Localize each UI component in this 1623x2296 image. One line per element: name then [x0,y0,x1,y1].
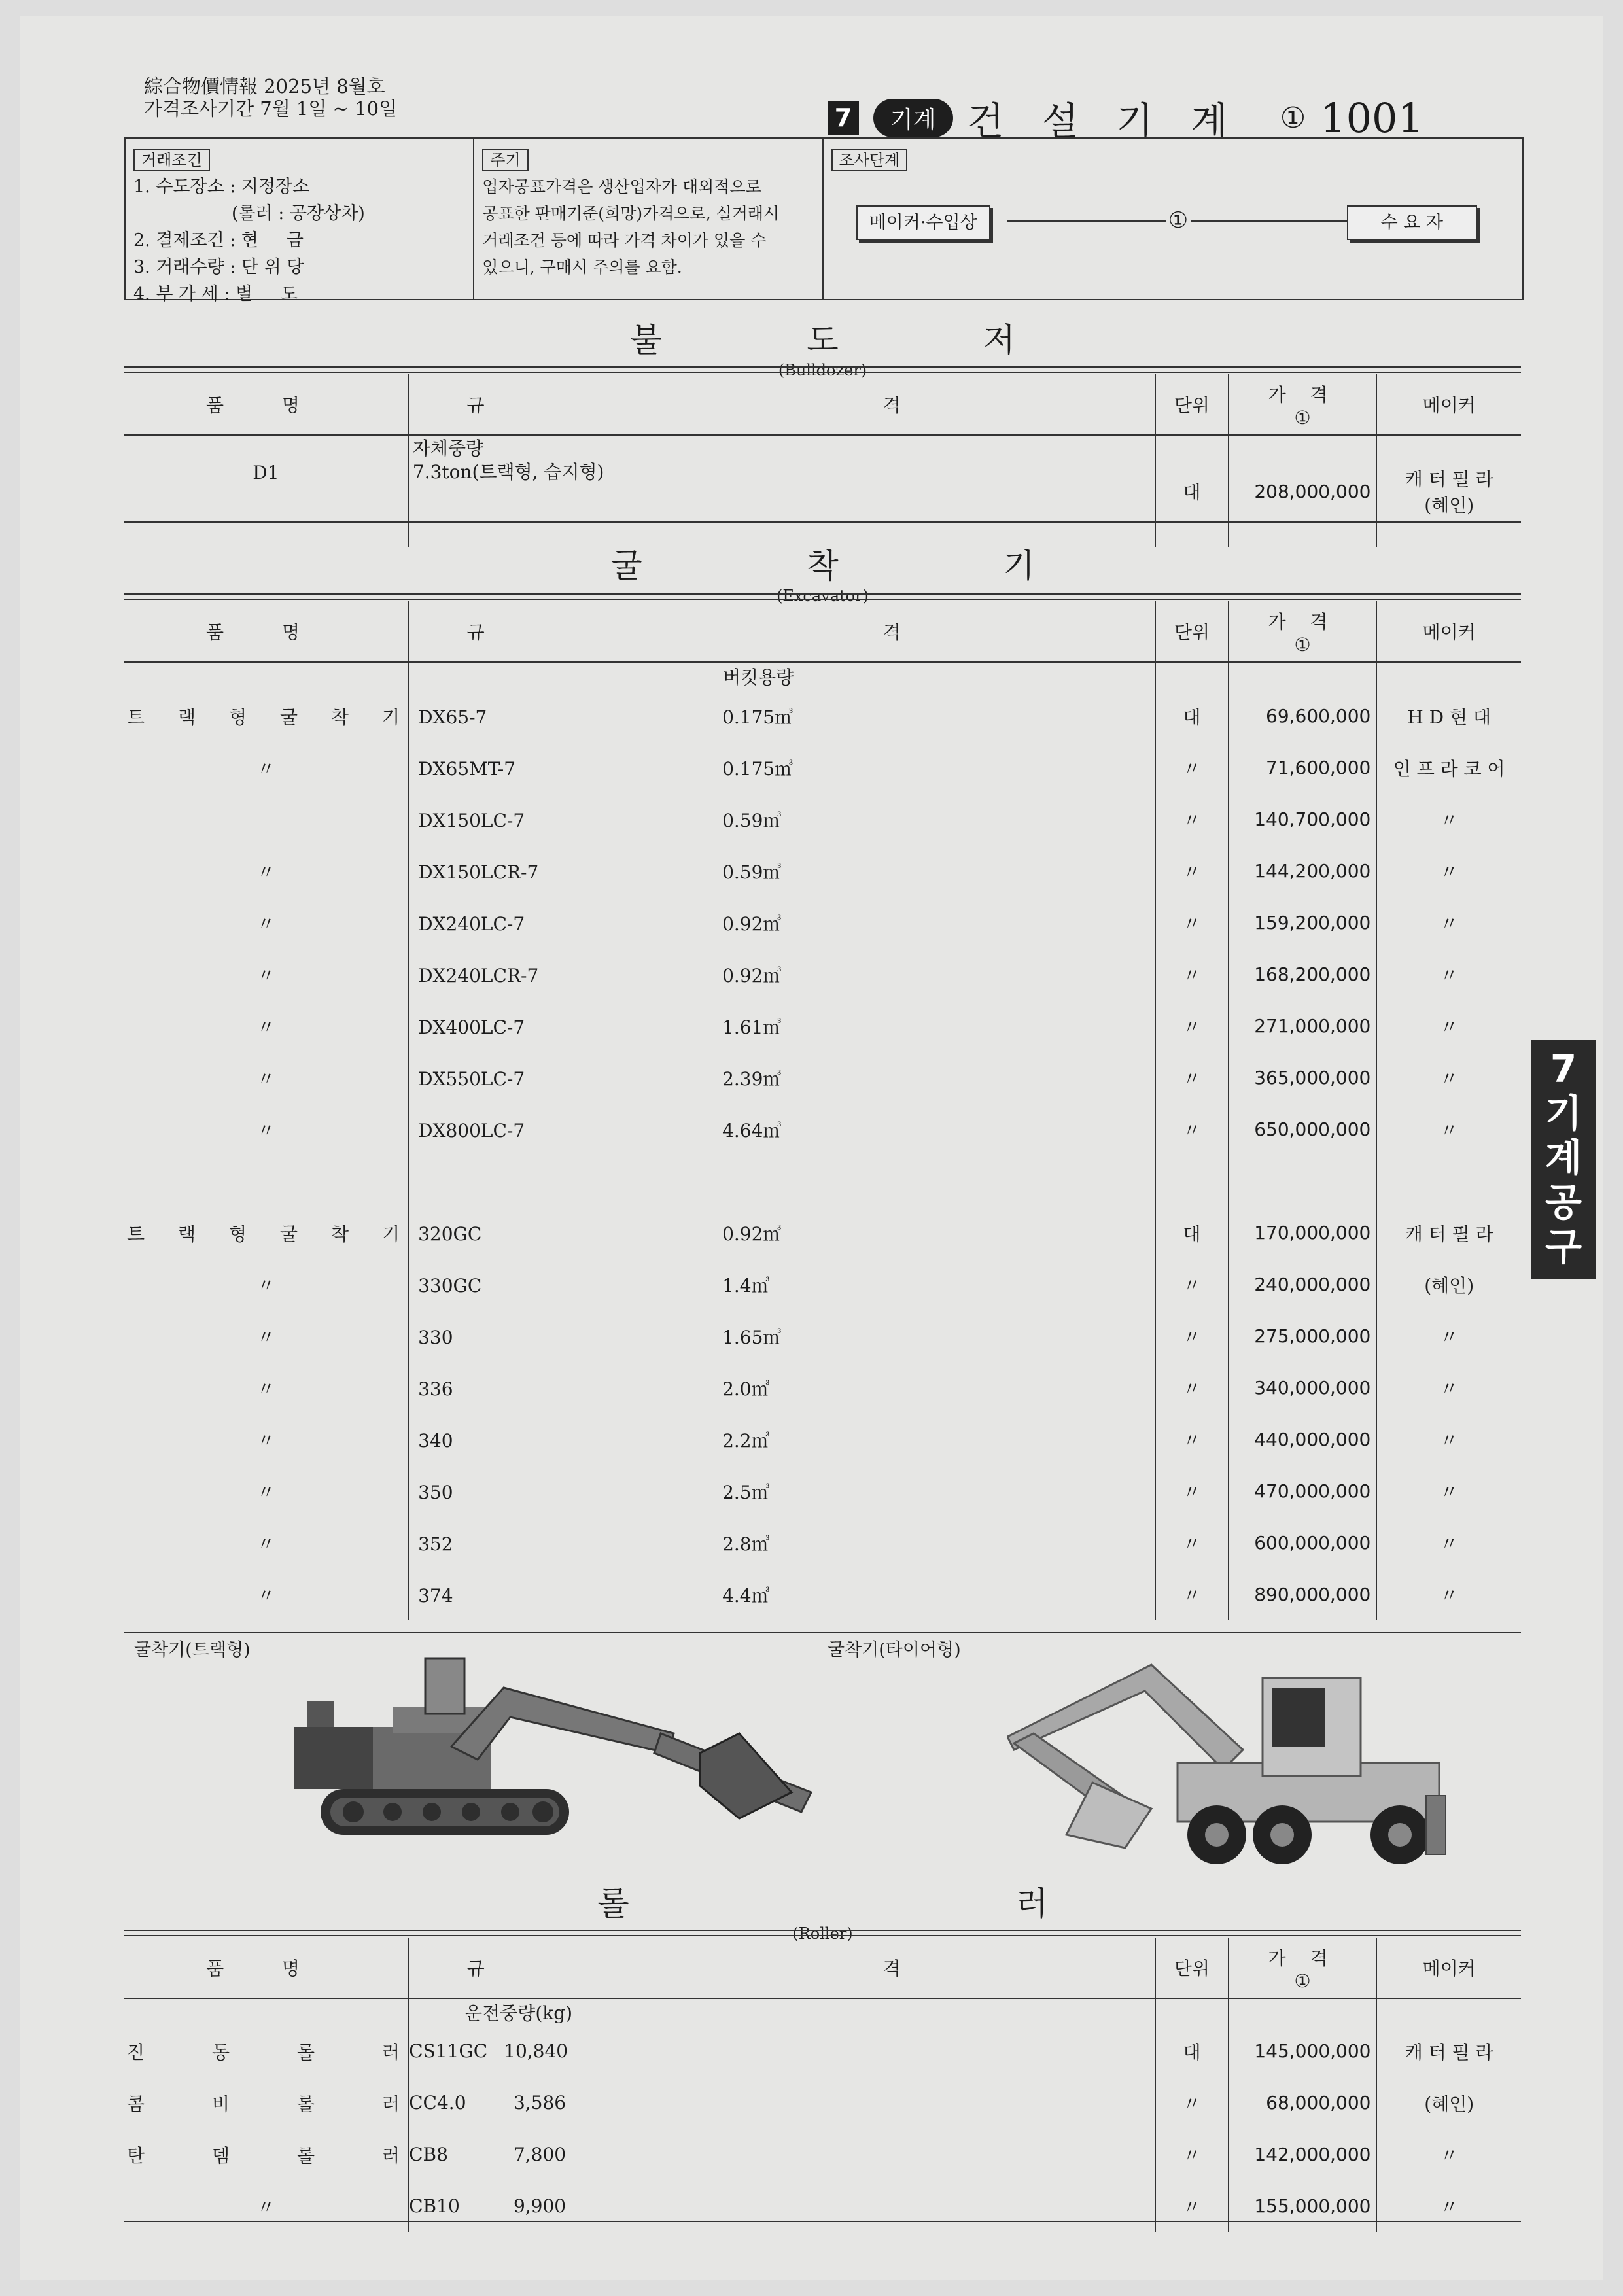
spec-cell [408,1517,1155,1569]
section-title-char: 착 [807,547,839,585]
track-excavator-illustration [281,1655,824,1851]
item-name-cell [124,2129,408,2180]
header-price: 가 격 ① [1229,601,1377,662]
unit-cell: 〃 [1155,1517,1228,1569]
maker-cell: 〃 [1376,1310,1521,1362]
header-name: 품 명 [124,374,408,435]
table-row [124,1310,1521,1362]
table-row [124,742,1521,793]
unit-cell: 〃 [1155,2129,1229,2180]
section-title-char: 기 [1003,547,1035,585]
section-rule [124,2221,1521,2222]
table-row [124,793,1521,845]
model-name: 352 [418,1533,453,1555]
price-cell: 71,600,000 [1229,742,1377,793]
maker-cell: (혜인) [1376,2077,1521,2129]
table-row [124,2180,1521,2232]
survey-stage-label: 조사단계 [831,149,908,171]
price-cell: 208,000,000 [1229,435,1377,547]
item-name-cell [124,1104,408,1155]
bucket-capacity: 2.8㎥ [722,1533,770,1555]
maker-cell: 인 프 라 코 어 [1376,742,1521,793]
note-line: 업자공표가격은 생산업자가 대외적으로 [482,177,761,196]
table-row [124,1465,1521,1517]
spec-value: 7.3ton(트랙형, 습지형) [412,461,604,483]
model-name: 350 [418,1481,453,1503]
maker-cell: H D 현 대 [1376,690,1521,742]
section-rule [124,1632,1521,1633]
item-name-cell [124,793,408,845]
unit-cell: 〃 [1155,793,1228,845]
side-tab-char: 기 [1544,1091,1582,1136]
spec-cell [408,2025,1155,2077]
operating-weight: 9,900 [513,2195,567,2217]
table-row [124,2129,1521,2180]
section-title-char: 롤 [597,1885,629,1922]
item-name: 트 랙 형 굴 착 기 [127,706,400,728]
trade-conditions-label: 거래조건 [133,149,210,171]
category-pill: 기계 [873,99,953,137]
table-row [124,948,1521,1000]
unit-cell: 〃 [1155,1259,1228,1310]
price-cell: 68,000,000 [1229,2077,1377,2129]
spec-label: 버킷용량 [408,662,1155,690]
model-name: DX65MT-7 [418,757,516,780]
bucket-capacity: 4.4㎥ [722,1584,770,1607]
model-name: DX240LCR-7 [418,964,539,986]
maker-cell: 〃 [1376,1414,1521,1465]
item-name-cell [124,1310,408,1362]
operating-weight: 7,800 [513,2144,567,2165]
excavator-section-subtitle: (Excavator) [777,587,869,605]
unit-cell [1155,1155,1228,1207]
header-price: 가 격 ① [1229,374,1377,435]
spec-cell [408,1104,1155,1155]
item-name: 〃 [256,964,275,986]
unit-cell: 〃 [1155,1104,1228,1155]
trade-conditions [126,139,474,304]
spec-cell [408,1155,1155,1207]
spec-cell [408,1310,1155,1362]
price-cell: 159,200,000 [1229,897,1377,948]
model-name: DX150LC-7 [418,809,525,831]
maker-cell [1376,435,1521,547]
side-tab-char: 공 [1544,1180,1582,1225]
header-spec: 규 격 [408,1938,1155,1998]
note-panel [474,139,823,299]
price-cell: 440,000,000 [1229,1414,1377,1465]
model-name: CB10 [409,2195,460,2217]
unit-cell: 대 [1155,690,1228,742]
maker-cell: 캐 터 필 라 [1376,1207,1521,1259]
item-name-cell [124,1362,408,1414]
header-spec: 규 격 [408,374,1155,435]
table-row [124,1414,1521,1465]
unit-cell: 〃 [1155,845,1228,897]
condition-item: 4. 부 가 세 : 별 도 [133,284,298,304]
header-price: 가 격 ① [1229,1938,1377,1998]
item-name: 트 랙 형 굴 착 기 [127,1223,400,1245]
model-name: CS11GC [409,2040,488,2062]
bucket-capacity: 0.59㎥ [722,861,782,883]
note-line: 공표한 판매기준(희망)가격으로, 실거래시 [482,204,780,223]
unit-cell: 〃 [1155,2180,1229,2232]
model-name: DX150LCR-7 [418,861,539,883]
bucket-capacity: 0.92㎥ [722,913,782,935]
item-name-cell [124,1052,408,1104]
operating-weight: 10,840 [504,2040,568,2062]
item-name-cell [124,1465,408,1517]
table-row [124,845,1521,897]
chapter-number: 7 [828,101,859,135]
section-rule [124,366,1521,373]
bucket-capacity: 0.92㎥ [722,1223,782,1245]
unit-cell: 〃 [1155,1569,1228,1620]
maker-sub: (혜인) [1424,495,1475,516]
spec-cell [408,742,1155,793]
price-cell: 142,000,000 [1229,2129,1377,2180]
stage-from: 메이커·수입상 [856,205,990,240]
bucket-capacity: 1.4㎥ [722,1274,770,1296]
price-cell: 140,700,000 [1229,793,1377,845]
model-name: 330 [418,1326,453,1348]
spec-cell [408,1000,1155,1052]
table-row [124,435,1521,547]
price-cell: 69,600,000 [1229,690,1377,742]
spec-cell [408,948,1155,1000]
header-maker: 메이커 [1376,374,1521,435]
item-name: 〃 [256,1584,275,1607]
bucket-capacity: 2.5㎥ [722,1481,770,1503]
header-spec: 규 격 [408,601,1155,662]
note-line: 거래조건 등에 따라 가격 차이가 있을 수 [482,231,767,250]
header-unit: 단위 [1155,374,1229,435]
survey-stage-panel [824,139,1522,299]
unit-cell: 〃 [1155,1310,1228,1362]
item-name: 〃 [256,1429,275,1452]
table-row [124,1155,1521,1207]
survey-period: 가격조사기간 7월 1일 ~ 10일 [144,97,398,120]
price-cell: 240,000,000 [1229,1259,1377,1310]
spec-cell [408,1207,1155,1259]
spec-label-row [124,1998,1521,2025]
model-name: 340 [418,1429,453,1452]
table-row [124,2025,1521,2077]
maker-cell [1376,1155,1521,1207]
condition-item: 3. 거래수량 : 단 위 당 [133,257,304,277]
publication-info [144,75,397,120]
section-title-char: 도 [807,321,839,359]
bucket-capacity: 2.2㎥ [722,1429,770,1452]
item-name-cell [124,1569,408,1620]
maker-cell: 〃 [1376,897,1521,948]
section-title-char: 러 [1016,1885,1048,1922]
section-rule [124,593,1521,600]
price-cell [1229,1155,1377,1207]
unit-cell: 대 [1155,435,1229,547]
price-cell: 155,000,000 [1229,2180,1377,2232]
price-cell: 365,000,000 [1229,1052,1377,1104]
spec-cell [408,1259,1155,1310]
item-name-cell [124,1517,408,1569]
spec-cell [408,793,1155,845]
table-row [124,2077,1521,2129]
unit-cell: 대 [1155,1207,1228,1259]
spec-cell [408,2129,1155,2180]
note-line: 있으니, 구매시 주의를 요함. [482,258,682,277]
item-name-cell [124,845,408,897]
table-row [124,1517,1521,1569]
price-cell: 470,000,000 [1229,1465,1377,1517]
publication-title: 綜合物價情報 2025년 8월호 [144,75,385,97]
maker-cell: 〃 [1376,1362,1521,1414]
maker-cell: 캐 터 필 라 [1376,2025,1521,2077]
unit-cell: 〃 [1155,1000,1228,1052]
header-maker: 메이커 [1376,1938,1521,1998]
stage-to: 수 요 자 [1347,205,1477,240]
item-name: 〃 [256,1378,275,1400]
table-row [124,1052,1521,1104]
spec-cell [408,690,1155,742]
wheel-excavator-illustration [1007,1652,1452,1868]
bucket-capacity: 1.61㎥ [722,1016,782,1038]
item-name-cell [124,2077,408,2129]
item-name-cell [124,742,408,793]
page-marker: ① [1280,101,1306,135]
spec-label: 운전중량(kg) [408,1998,1155,2025]
header-maker: 메이커 [1376,601,1521,662]
spec-label-row [124,662,1521,690]
side-tab-char: 구 [1544,1225,1582,1269]
item-name: 〃 [256,1326,275,1348]
item-name: 〃 [256,861,275,883]
price-cell: 600,000,000 [1229,1517,1377,1569]
price-cell: 275,000,000 [1229,1310,1377,1362]
page-header [828,92,1423,144]
spec-label: 자체중량 [412,438,484,459]
condition-item: 2. 결제조건 : 현 금 [133,230,304,251]
spec-cell [408,897,1155,948]
table-row [124,1569,1521,1620]
item-name-cell [124,1259,408,1310]
price-cell: 650,000,000 [1229,1104,1377,1155]
unit-cell: 〃 [1155,897,1228,948]
bucket-capacity: 0.175㎥ [722,706,794,728]
item-name: 〃 [256,1016,275,1038]
unit-cell: 〃 [1155,742,1228,793]
maker-cell: 〃 [1376,1104,1521,1155]
item-name: 〃 [256,1119,275,1141]
bucket-capacity: 0.59㎥ [722,809,782,831]
item-name: 〃 [256,1533,275,1555]
table-row [124,897,1521,948]
bucket-capacity: 2.39㎥ [722,1068,782,1090]
maker-cell: 〃 [1376,2180,1521,2232]
price-cell: 340,000,000 [1229,1362,1377,1414]
section-title-char: 불 [630,321,662,359]
price-cell: 145,000,000 [1229,2025,1377,2077]
item-name-cell [124,1414,408,1465]
side-tab-number: 7 [1550,1047,1577,1091]
item-name: 〃 [256,2196,275,2218]
model-name: CB8 [409,2144,448,2165]
maker-name: 캐 터 필 라 [1405,468,1493,490]
maker-cell: 〃 [1376,1052,1521,1104]
price-cell: 890,000,000 [1229,1569,1377,1620]
item-name: 〃 [256,1068,275,1090]
unit-cell: 〃 [1155,1414,1228,1465]
bucket-capacity: 1.65㎥ [722,1326,782,1348]
model-name: DX240LC-7 [418,913,525,935]
unit-cell: 대 [1155,2025,1229,2077]
item-name-cell [124,2025,408,2077]
track-excavator-caption: 굴착기(트랙형) [134,1640,251,1660]
model-name: CC4.0 [409,2092,466,2113]
spec-cell [408,845,1155,897]
price-cell: 271,000,000 [1229,1000,1377,1052]
spec-cell [408,435,1155,547]
item-name: 〃 [256,1274,275,1296]
wheel-excavator-caption: 굴착기(타이어형) [828,1640,961,1660]
table-row [124,1207,1521,1259]
spec-cell [408,1465,1155,1517]
spec-cell [408,2077,1155,2129]
unit-cell: 〃 [1155,1362,1228,1414]
model-name: D1 [253,462,279,483]
table-row [124,1362,1521,1414]
item-name-cell [124,1207,408,1259]
excavator-table [124,601,1521,1620]
maker-cell: 〃 [1376,948,1521,1000]
model-name: 374 [418,1584,453,1607]
bulldozer-section-subtitle: (Bulldozer) [778,361,867,379]
maker-cell: 〃 [1376,1517,1521,1569]
note-label: 주기 [482,149,528,171]
condition-item: (롤러 : 공장상차) [232,203,365,224]
unit-cell: 〃 [1155,1465,1228,1517]
bucket-capacity: 4.64㎥ [722,1119,782,1141]
stage-marker: ① [1166,207,1191,234]
page-number: 1001 [1320,94,1423,142]
item-name: 〃 [256,913,275,935]
item-name-cell [124,897,408,948]
model-name: DX400LC-7 [418,1016,525,1038]
model-name: DX550LC-7 [418,1068,525,1090]
item-name: 탄 뎀 롤 러 [127,2144,400,2166]
item-name: 〃 [256,757,275,780]
condition-item: 1. 수도장소 : 지정장소 [133,177,310,197]
table-row [124,1104,1521,1155]
model-name: DX65-7 [418,706,487,728]
table-row [124,690,1521,742]
item-name: 〃 [256,1481,275,1503]
chapter-side-tab [1531,1040,1596,1279]
item-name-cell [124,2180,408,2232]
model-name: DX800LC-7 [418,1119,525,1141]
side-tab-char: 계 [1544,1136,1582,1180]
model-name: 320GC [418,1223,482,1245]
stage-connector [1007,220,1399,222]
maker-cell: (혜인) [1376,1259,1521,1310]
item-name-cell [124,1000,408,1052]
header-unit: 단위 [1155,601,1228,662]
spec-cell [408,1569,1155,1620]
unit-cell: 〃 [1155,1052,1228,1104]
price-cell: 144,200,000 [1229,845,1377,897]
unit-cell: 〃 [1155,948,1228,1000]
section-rule [124,521,1521,523]
section-title-char: 저 [983,321,1015,359]
section-rule [124,1930,1521,1936]
maker-cell: 〃 [1376,1569,1521,1620]
roller-table [124,1938,1521,2232]
operating-weight: 3,586 [513,2092,567,2113]
table-row [124,1259,1521,1310]
bucket-capacity: 2.0㎥ [722,1378,770,1400]
bucket-capacity: 0.92㎥ [722,964,782,986]
maker-cell: 〃 [1376,845,1521,897]
table-row [124,1000,1521,1052]
maker-cell: 〃 [1376,2129,1521,2180]
header-unit: 단위 [1155,1938,1229,1998]
model-name: 336 [418,1378,453,1400]
header-name: 품 명 [124,601,408,662]
item-name-cell [124,690,408,742]
spec-cell [408,2180,1155,2232]
maker-cell: 〃 [1376,1000,1521,1052]
page-title: 건설기계 [967,99,1266,143]
price-cell: 170,000,000 [1229,1207,1377,1259]
model-name: 330GC [418,1274,482,1296]
maker-cell: 〃 [1376,1465,1521,1517]
section-title-char: 굴 [610,547,642,585]
item-name: 콤 비 롤 러 [127,2093,400,2115]
spec-cell [408,1414,1155,1465]
spec-cell [408,1052,1155,1104]
roller-section-subtitle: (Roller) [792,1924,853,1943]
unit-cell: 〃 [1155,2077,1229,2129]
spec-cell [408,1362,1155,1414]
price-cell: 168,200,000 [1229,948,1377,1000]
item-name-cell [124,948,408,1000]
bucket-capacity: 0.175㎥ [722,757,794,780]
item-name-cell [124,1155,408,1207]
maker-cell: 〃 [1376,793,1521,845]
item-name: 진 동 롤 러 [127,2041,400,2063]
conditions-box [124,137,1524,304]
header-name: 품 명 [124,1938,408,1998]
